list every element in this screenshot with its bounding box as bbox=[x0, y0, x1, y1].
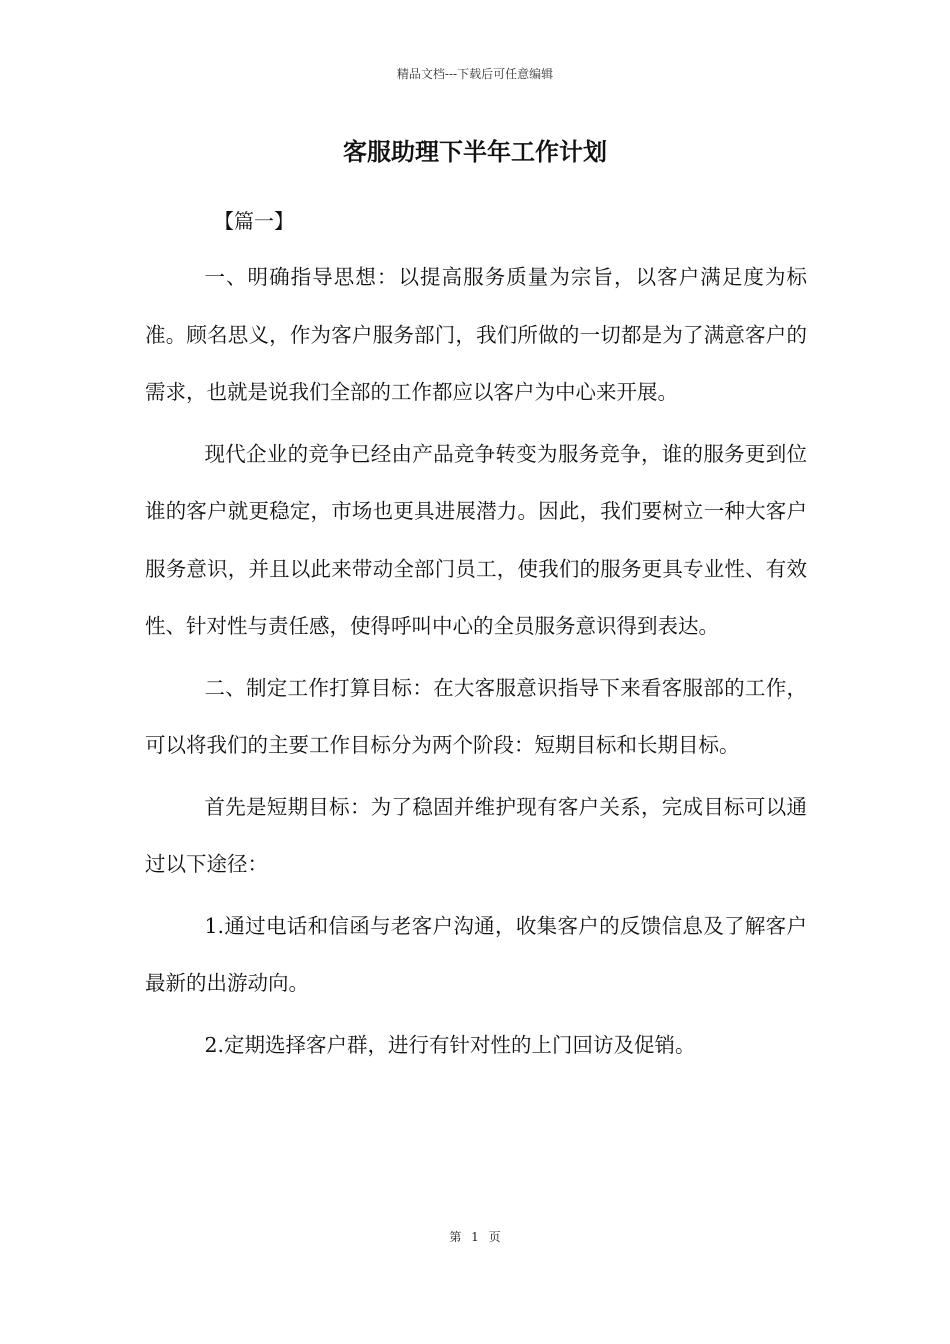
document-title: 客服助理下半年工作计划 bbox=[343, 137, 607, 166]
page-number: 1 bbox=[471, 1230, 479, 1244]
paragraph-service-competition: 现代企业的竞争已经由产品竞争转变为服务竞争，谁的服务更到位谁的客户就更稳定，市场也更具进展潜力。因此，我们要树立一种大客户服务意识，并且以此来带动全部门员工，使我们的服务更具专业性、有效性、针对性与责任感，使得呼叫中心的全员服务意识得到表达。 bbox=[145, 441, 807, 638]
paragraph-work-goals: 二、制定工作打算目标：在大客服意识指导下来看客服部的工作，可以将我们的主要工作目标分为两个阶段：短期目标和长期目标。 bbox=[145, 675, 807, 757]
paragraph-short-term-goals: 首先是短期目标：为了稳固并维护现有客户关系，完成目标可以通过以下途径： bbox=[145, 794, 807, 876]
page-footer bbox=[0, 1229, 950, 1245]
page-header: 精品文档---下载后可任意编辑 bbox=[396, 67, 554, 81]
list-item-1: 1.通过电话和信函与老客户沟通，收集客户的反馈信息及了解客户最新的出游动向。 bbox=[145, 913, 807, 995]
paragraph-guiding-principle: 一、明确指导思想：以提高服务质量为宗旨，以客户满足度为标准。顾名思义，作为客户服务部门，我们所做的一切都是为了满意客户的需求，也就是说我们全部的工作都应以客户为中心来开展。 bbox=[145, 265, 807, 404]
document-body bbox=[145, 249, 807, 1078]
section-label: 【篇一】 bbox=[214, 209, 294, 233]
page-number-suffix: 页 bbox=[488, 1230, 501, 1244]
list-item-2: 2.定期选择客户群，进行有针对性的上门回访及促销。 bbox=[204, 1032, 696, 1057]
page-number-prefix: 第 bbox=[449, 1230, 462, 1244]
